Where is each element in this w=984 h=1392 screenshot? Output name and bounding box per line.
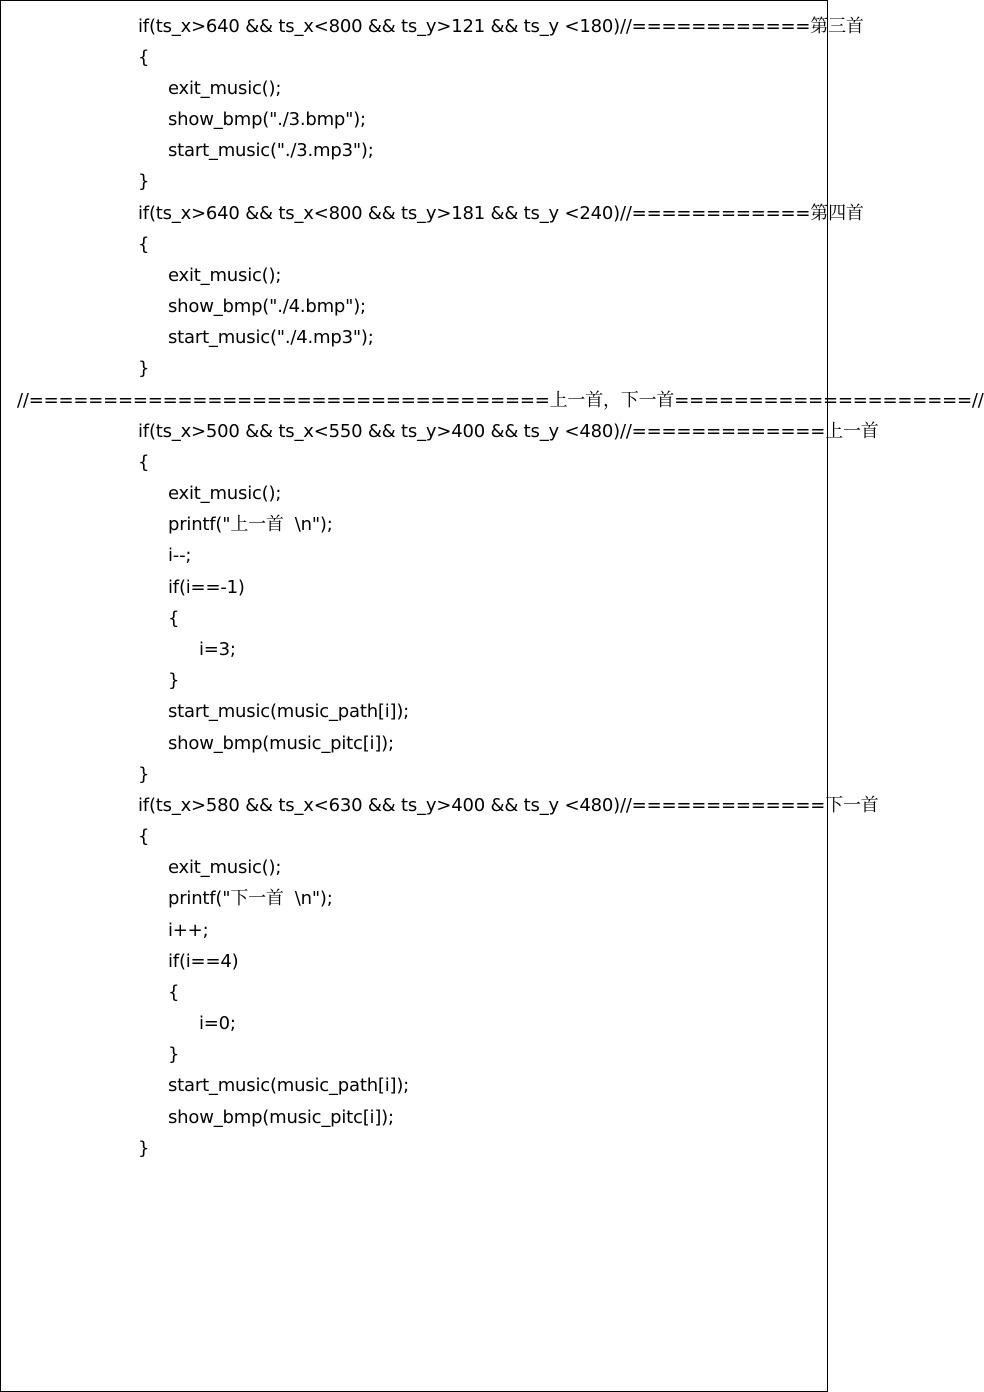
code-line: start_music(music_path[i]); bbox=[168, 701, 410, 722]
code-line: exit_music(); bbox=[168, 265, 282, 286]
code-line: exit_music(); bbox=[168, 78, 282, 99]
code-line: i--; bbox=[168, 545, 192, 566]
code-line: show_bmp(music_pitc[i]); bbox=[168, 1107, 394, 1128]
code-line: if(ts_x>580 && ts_x<630 && ts_y>400 && ts_y <480)//=============下一首 bbox=[138, 795, 879, 816]
code-line: { bbox=[138, 452, 150, 473]
code-line: } bbox=[138, 358, 150, 379]
code-line: start_music("./4.mp3"); bbox=[168, 327, 374, 348]
code-line: i=3; bbox=[199, 639, 236, 660]
code-line: { bbox=[138, 234, 150, 255]
code-line: if(ts_x>500 && ts_x<550 && ts_y>400 && ts_y <480)//=============上一首 bbox=[138, 421, 879, 442]
code-line: //===================================上一首，下一首====================// bbox=[17, 390, 984, 411]
code-line: } bbox=[138, 1138, 150, 1159]
code-line: } bbox=[138, 171, 150, 192]
code-line: show_bmp("./4.bmp"); bbox=[168, 296, 366, 317]
code-line: exit_music(); bbox=[168, 483, 282, 504]
code-line: } bbox=[168, 670, 180, 691]
code-line: { bbox=[168, 982, 180, 1003]
code-line: printf("下一首 \n"); bbox=[168, 888, 333, 909]
code-line: i=0; bbox=[199, 1013, 236, 1034]
code-line: if(ts_x>640 && ts_x<800 && ts_y>181 && ts_y <240)//============第四首 bbox=[138, 203, 864, 224]
code-line: { bbox=[138, 47, 150, 68]
code-line: if(i==-1) bbox=[168, 577, 245, 598]
code-line: show_bmp(music_pitc[i]); bbox=[168, 733, 394, 754]
code-line: { bbox=[138, 826, 150, 847]
code-line: } bbox=[138, 764, 150, 785]
code-line: if(ts_x>640 && ts_x<800 && ts_y>121 && ts_y <180)//============第三首 bbox=[138, 16, 864, 37]
code-line: start_music(music_path[i]); bbox=[168, 1075, 410, 1096]
code-line: i++; bbox=[168, 920, 209, 941]
code-line: } bbox=[168, 1044, 180, 1065]
code-line: start_music("./3.mp3"); bbox=[168, 140, 374, 161]
code-line: show_bmp("./3.bmp"); bbox=[168, 109, 366, 130]
code-line: if(i==4) bbox=[168, 951, 239, 972]
code-line: { bbox=[168, 608, 180, 629]
code-line: exit_music(); bbox=[168, 857, 282, 878]
code-line: printf("上一首 \n"); bbox=[168, 514, 333, 535]
